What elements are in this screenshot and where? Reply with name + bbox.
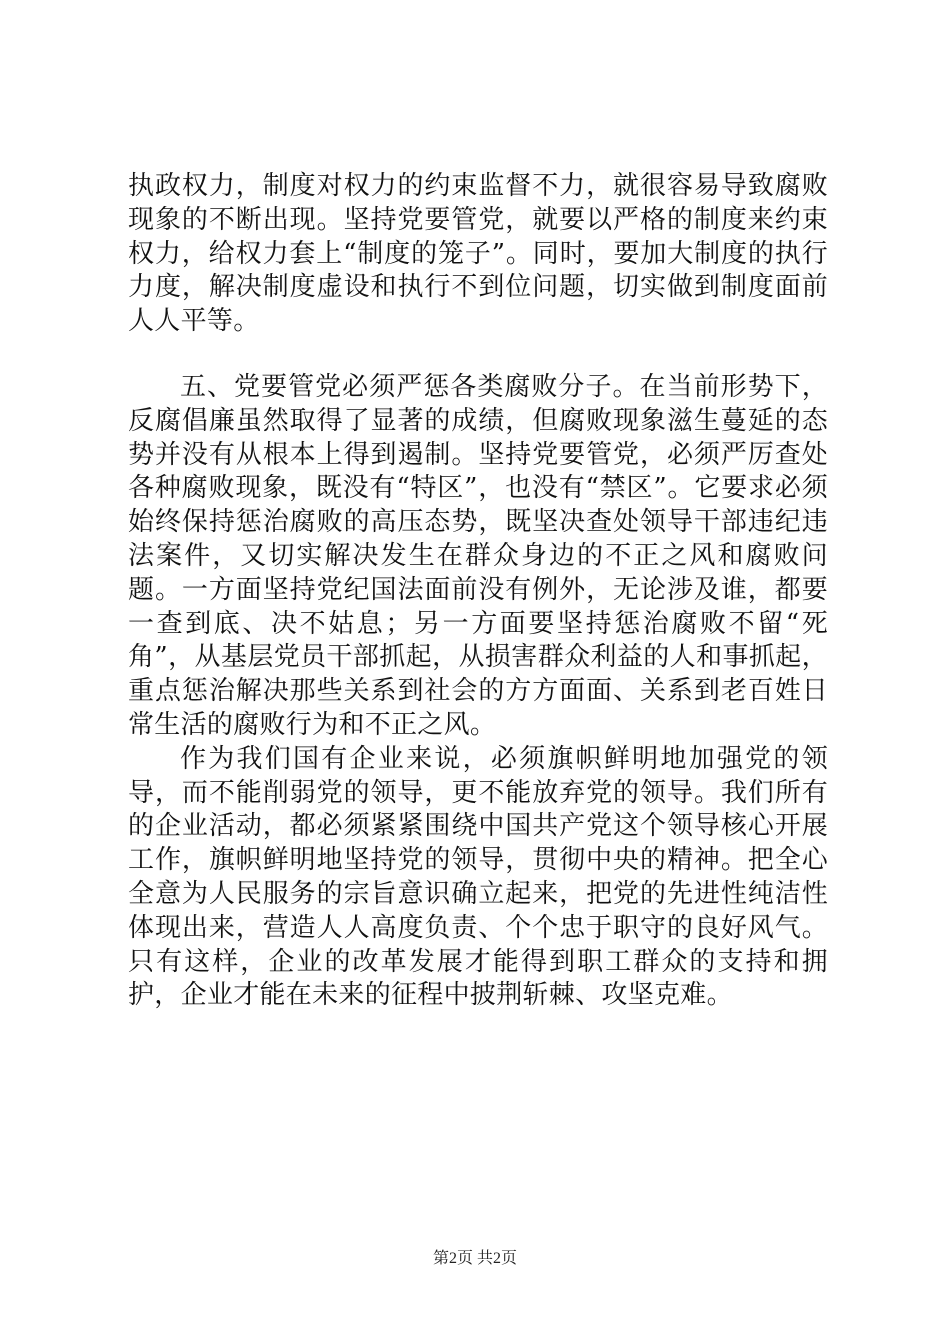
paragraph-enterprise: 作为我们国有企业来说，必须旗帜鲜明地加强党的领导，而不能削弱党的领导，更不能放弃党的领导。我们所有的企业活动，都必须紧紧围绕中国共产党这个领导核心开展工作，旗帜鲜明地坚持党的领导，贯彻中央的精神。把全心全意为人民服务的宗旨意识确立起来，把党的先进性纯洁性体现出来，营造人人高度负责、个个忠于职守的良好风气。只有这样，企业的改革发展才能得到职工群众的支持和拥护，企业才能在未来的征程中披荆斩棘、攻坚克难。 — [128, 743, 828, 1011]
paragraph-section-five: 五、党要管党必须严惩各类腐败分子。在当前形势下，反腐倡廉虽然取得了显著的成绩，但腐败现象滋生蔓延的态势并没有从根本上得到遏制。坚持党要管党，必须严厉查处各种腐败现象，既没有“特区”，也没有“禁区”。它要求必须始终保持惩治腐败的高压态势，既坚决查处领导干部违纪违法案件，又切实解决发生在群众身边的不正之风和腐败问题。一方面坚持党纪国法面前没有例外，无论涉及谁，都要一查到底、决不姑息；另一方面要坚持惩治腐败不留“死角”，从基层党员干部抓起，从损害群众利益的人和事抓起，重点惩治解决那些关系到社会的方方面面、关系到老百姓日常生活的腐败行为和不正之风。 — [128, 371, 828, 740]
document-body — [128, 170, 828, 1013]
paragraph-continuation: 执政权力，制度对权力的约束监督不力，就很容易导致腐败现象的不断出现。坚持党要管党，就要以严格的制度来约束权力，给权力套上“制度的笼子”。同时，要加大制度的执行力度，解决制度虚设和执行不到位问题，切实做到制度面前人人平等。 — [128, 171, 828, 337]
page-footer: 第2页 共2页 — [432, 1250, 517, 1267]
